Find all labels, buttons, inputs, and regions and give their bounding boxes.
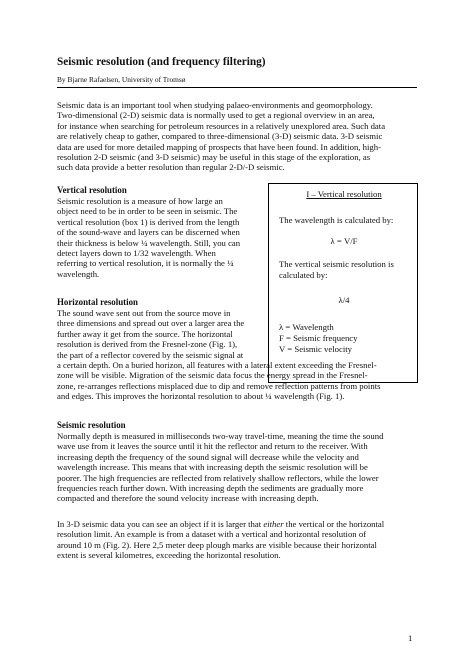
text-line: Normally depth is measured in milliseconds two-way travel-time, meaning the time the sound xyxy=(57,431,384,441)
text-line: around 10 m (Fig. 2). Here 2,5 meter deep plough marks are visible because their horizontal xyxy=(57,539,377,550)
text-line: detect layers down to 1/32 wavelength. When xyxy=(57,248,216,259)
text-line xyxy=(57,519,384,529)
resolution-formula: λ/4 xyxy=(338,295,350,305)
text-line: for instance when searching for petroleum resources in a relatively unexplored area. Such data xyxy=(57,120,386,131)
text-line: their thickness is below ¼ wavelength. Still, you can xyxy=(57,237,241,248)
text-line: vertical resolution (box 1) is derived from the length xyxy=(57,216,240,227)
horizontal-resolution-heading: Horizontal resolution xyxy=(57,297,138,307)
text-fragment: In 3-D seismic data you can see an object if it is larger that xyxy=(57,519,264,529)
box-title: I – Vertical resolution xyxy=(306,189,382,199)
legend-item: V = Seismic velocity xyxy=(279,344,353,354)
text-line: zone, re-arranges reflections misplaced due to dip and remove reflection patterns from points xyxy=(57,380,381,391)
title-divider xyxy=(57,87,417,88)
text-line: three dimensions and spread out over a larger area the xyxy=(57,318,245,329)
vertical-resolution-heading: Vertical resolution xyxy=(57,185,127,195)
text-line: zone will be visible. Migration of the seismic data focus the energy spread in the Fresnel- xyxy=(57,370,368,381)
box-resolution-label: The vertical seismic resolution is xyxy=(279,259,394,269)
vertical-resolution-box xyxy=(268,183,418,383)
final-paragraph xyxy=(57,519,384,561)
text-line: the part of a reflector covered by the seismic signal at xyxy=(57,349,244,360)
text-line: Seismic resolution is a measure of how large an xyxy=(57,196,223,206)
text-line: of the sound-wave and layers can be discerned when xyxy=(57,227,240,238)
wavelength-formula: λ = V/F xyxy=(330,236,358,246)
text-line: wave use from it leaves the source until it hit the reflector and return to the receiver. With xyxy=(57,441,368,452)
legend-item: F = Seismic frequency xyxy=(279,333,358,343)
page-number: 1 xyxy=(408,633,413,643)
text-line: such data provide a better resolution than regular 2-D/-D seismic. xyxy=(57,162,285,173)
text-line: extent is several kilometres, exceeding the horizontal resolution. xyxy=(57,550,281,561)
author-byline: By Bjarne Rafaelsen, University of Tromsø xyxy=(57,75,186,84)
seismic-resolution-heading: Seismic resolution xyxy=(57,420,126,430)
text-line: poorer. The high frequencies are reflected from relatively shallow reflectors, while the lower xyxy=(57,472,379,483)
text-line: further away it get from the source. The horizontal xyxy=(57,328,233,339)
box-resolution-label: calculated by: xyxy=(279,270,328,280)
text-line: The sound wave sent out from the source move in xyxy=(57,308,231,318)
emphasis-text: either xyxy=(263,519,284,529)
text-line: are relatively cheap to gather, compared to three-dimensional (3-D) seismic data. 3-D seismic xyxy=(57,131,383,142)
text-line: data are used for more detailed mapping of prospects that have been found. In addition, high- xyxy=(57,141,381,152)
text-fragment: the vertical or the horizontal xyxy=(283,519,385,529)
text-line: Two-dimensional (2-D) seismic data is normally used to get a regional overview in an area, xyxy=(57,110,375,121)
text-line: a certain depth. On a buried horizon, all features with a lateral extent exceeding the Fresnel- xyxy=(57,360,377,371)
text-line: wavelength increase. This means that with increasing depth the seismic resolution will be xyxy=(57,462,368,473)
text-line: resolution 2-D seismic (and 3-D seismic) may be useful in this stage of the exploration, as xyxy=(57,152,371,163)
box-calc-label: The wavelength is calculated by: xyxy=(279,215,394,225)
text-line: compacted and therefore the sound velocity increase with increasing depth. xyxy=(57,493,319,504)
text-line: referring to vertical resolution, it is normally the ¼ xyxy=(57,258,234,269)
text-line: object need to be in order to be seen in seismic. The xyxy=(57,206,238,217)
text-line: resolution is derived from the Fresnel-zone (Fig. 1), xyxy=(57,339,238,350)
intro-paragraph xyxy=(57,100,385,173)
document-title: Seismic resolution (and frequency filtering) xyxy=(57,56,266,68)
vertical-resolution-paragraph xyxy=(57,196,240,279)
text-line: resolution limit. An example is from a dataset with a vertical and horizontal resolution of xyxy=(57,529,367,540)
seismic-resolution-paragraph xyxy=(57,431,383,504)
legend-item: λ = Wavelength xyxy=(279,322,334,332)
text-line: and edges. This improves the horizontal resolution to about ¼ wavelength (Fig. 1). xyxy=(57,391,345,402)
text-line: frequencies reach further down. With increasing depth the sediments are gradually more xyxy=(57,483,364,494)
text-line: wavelength. xyxy=(57,268,100,279)
text-line: Seismic data is an important tool when studying palaeo-environments and geomorphology. xyxy=(57,100,373,110)
text-line: increasing depth the frequency of the sound signal will decrease while the velocity and xyxy=(57,451,359,462)
